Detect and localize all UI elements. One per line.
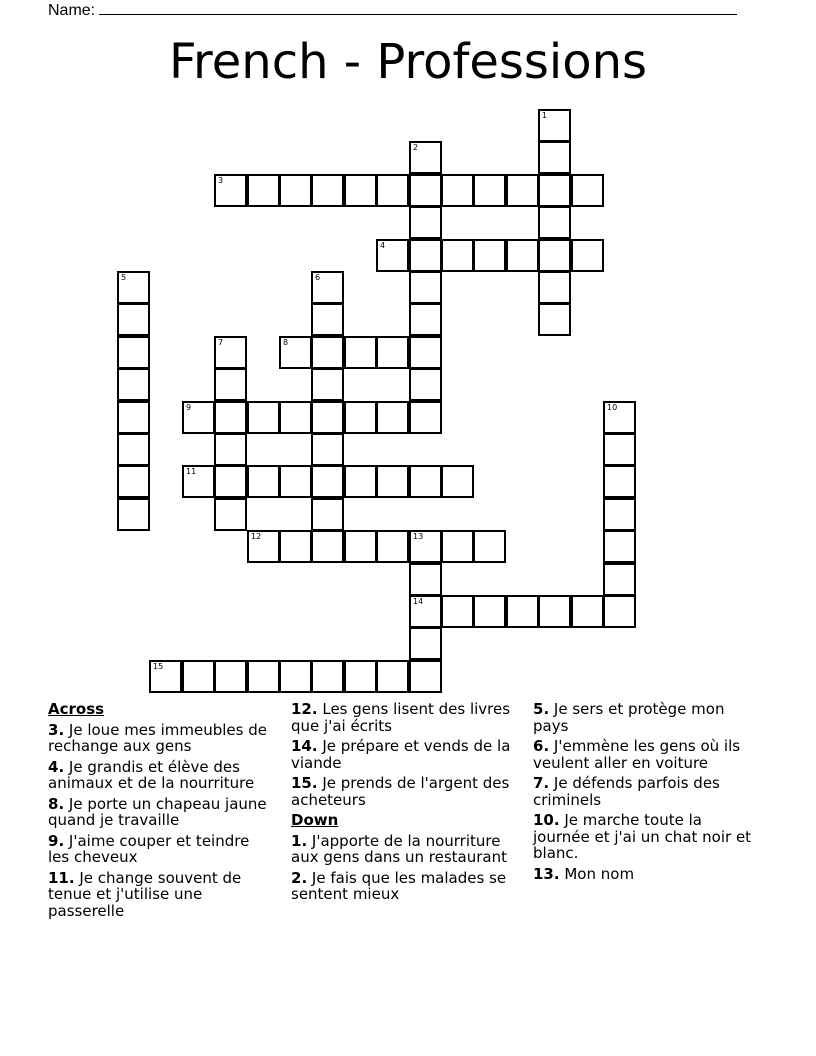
grid-cell[interactable] [344, 401, 377, 434]
grid-cell[interactable] [409, 174, 442, 207]
grid-cell[interactable] [149, 660, 182, 693]
grid-cell[interactable] [538, 206, 571, 239]
grid-cell[interactable] [311, 336, 344, 369]
clue-across-8: 8. Je porte un chapeau jaune quand je travaille [48, 794, 267, 829]
name-label: Name: [48, 2, 96, 19]
cell-number: 14 [413, 597, 424, 606]
grid-cell[interactable] [311, 660, 344, 693]
cell-number: 13 [413, 532, 424, 541]
clue-text: Je grandis et élève des animaux et de la nourriture [48, 757, 255, 792]
grid-cell[interactable] [214, 498, 247, 531]
grid-cell[interactable] [441, 174, 474, 207]
grid-cell[interactable] [311, 174, 344, 207]
name-underline[interactable] [99, 0, 737, 15]
grid-cell[interactable] [538, 174, 571, 207]
clue-text: Je fais que les malades se sentent mieux [291, 868, 507, 903]
down-heading: Down [291, 811, 339, 829]
clue-number: 9 [48, 831, 59, 850]
grid-cell[interactable] [117, 498, 150, 531]
grid-cell[interactable] [214, 368, 247, 401]
grid-cell[interactable] [247, 465, 280, 498]
grid-cell[interactable] [247, 174, 280, 207]
clue-text: Je sers et protège mon pays [533, 700, 725, 735]
grid-cell[interactable] [344, 465, 377, 498]
clue-text: Je marche toute la journée et j'ai un chat noir et blanc. [533, 811, 752, 862]
grid-cell[interactable] [506, 174, 539, 207]
grid-cell[interactable] [376, 401, 409, 434]
grid-cell[interactable] [311, 465, 344, 498]
clue-text: J'emmène les gens où ils veulent aller en voiture [533, 737, 741, 772]
grid-cell[interactable] [376, 465, 409, 498]
grid-cell[interactable] [279, 530, 312, 563]
clue-number: 13 [533, 864, 554, 883]
clue-across-12: 12. Les gens lisent des livres que j'ai écrits [291, 700, 511, 735]
grid-cell[interactable] [571, 239, 604, 272]
grid-cell[interactable] [117, 271, 150, 304]
clue-across-3: 3. Je loue mes immeubles de rechange aux gens [48, 720, 267, 755]
clue-down-13: 13. Mon nom [533, 864, 635, 883]
grid-cell[interactable] [409, 465, 442, 498]
grid-cell[interactable] [214, 660, 247, 693]
grid-cell[interactable] [311, 498, 344, 531]
cell-number: 6 [315, 273, 321, 282]
clue-number: 8 [48, 794, 59, 813]
grid-cell[interactable] [441, 595, 474, 628]
grid-cell[interactable] [409, 271, 442, 304]
grid-cell[interactable] [117, 303, 150, 336]
grid-cell[interactable] [473, 174, 506, 207]
clue-across-14: 14. Je prépare et vends de la viande [291, 737, 511, 772]
grid-cell[interactable] [603, 563, 636, 596]
grid-cell[interactable] [409, 336, 442, 369]
grid-cell[interactable] [603, 401, 636, 434]
grid-cell[interactable] [409, 401, 442, 434]
grid-cell[interactable] [311, 271, 344, 304]
grid-cell[interactable] [117, 433, 150, 466]
grid-cell[interactable] [603, 465, 636, 498]
grid-cell[interactable] [376, 660, 409, 693]
grid-cell[interactable] [247, 660, 280, 693]
grid-cell[interactable] [538, 141, 571, 174]
clue-number: 15 [291, 774, 312, 792]
grid-cell[interactable] [441, 530, 474, 563]
grid-cell[interactable] [571, 595, 604, 628]
grid-cell[interactable] [214, 465, 247, 498]
grid-cell[interactable] [247, 401, 280, 434]
grid-cell[interactable] [214, 433, 247, 466]
clue-number: 2 [291, 868, 302, 887]
cell-number: 11 [186, 467, 197, 476]
grid-cell[interactable] [603, 530, 636, 563]
clue-number: 14 [291, 737, 312, 755]
clues-column-3 [533, 701, 758, 886]
clue-number: 7 [533, 774, 544, 792]
grid-cell[interactable] [344, 336, 377, 369]
clue-text: Je prends de l'argent des acheteurs [291, 774, 510, 809]
cell-number: 4 [380, 241, 386, 250]
clue-across-4: 4. Je grandis et élève des animaux et de la nourriture [48, 757, 255, 792]
clue-down-10: 10. Je marche toute la journée et j'ai un chat noir et blanc. [533, 811, 752, 862]
grid-cell[interactable] [409, 627, 442, 660]
clue-number: 10 [533, 811, 554, 829]
clue-text: J'apporte de la nourriture aux gens dans un restaurant [291, 831, 507, 866]
grid-cell[interactable] [214, 174, 247, 207]
across-heading: Across [48, 700, 105, 718]
clue-number: 4 [48, 757, 59, 776]
grid-cell[interactable] [376, 336, 409, 369]
clue-text: Je prépare et vends de la viande [291, 737, 511, 772]
grid-cell[interactable] [182, 401, 215, 434]
grid-cell[interactable] [409, 239, 442, 272]
cell-number: 10 [607, 403, 618, 412]
cell-number: 9 [186, 403, 192, 412]
grid-cell[interactable] [473, 595, 506, 628]
grid-cell[interactable] [279, 174, 312, 207]
grid-cell[interactable] [117, 465, 150, 498]
name-field[interactable] [48, 0, 737, 20]
clues-column-1 [48, 701, 273, 923]
clue-text: J'aime couper et teindre les cheveux [48, 831, 250, 866]
grid-cell[interactable] [279, 336, 312, 369]
grid-cell[interactable] [409, 368, 442, 401]
grid-cell[interactable] [441, 465, 474, 498]
grid-cell[interactable] [376, 174, 409, 207]
clue-number: 11 [48, 868, 69, 887]
clue-number: 1 [291, 831, 302, 850]
grid-cell[interactable] [409, 303, 442, 336]
cell-number: 2 [413, 143, 419, 152]
grid-cell[interactable] [506, 595, 539, 628]
clue-across-11: 11. Je change souvent de tenue et j'utilise une passerelle [48, 868, 242, 920]
grid-cell[interactable] [376, 239, 409, 272]
grid-cell[interactable] [344, 660, 377, 693]
grid-cell[interactable] [409, 530, 442, 563]
clue-text: Je loue mes immeubles de rechange aux gens [48, 720, 267, 755]
grid-cell[interactable] [409, 660, 442, 693]
cell-number: 7 [218, 338, 224, 347]
grid-cell[interactable] [117, 401, 150, 434]
grid-cell[interactable] [441, 239, 474, 272]
clue-text: Les gens lisent des livres que j'ai écrits [291, 700, 511, 735]
page-title: French - Professions [168, 34, 648, 90]
clue-number: 6 [533, 737, 544, 755]
cell-number: 12 [251, 532, 262, 541]
grid-cell[interactable] [603, 595, 636, 628]
grid-cell[interactable] [409, 595, 442, 628]
clue-text: Je défends parfois des criminels [533, 774, 720, 809]
grid-cell[interactable] [117, 336, 150, 369]
cell-number: 5 [121, 273, 127, 282]
grid-cell[interactable] [571, 174, 604, 207]
grid-cell[interactable] [538, 271, 571, 304]
grid-cell[interactable] [409, 206, 442, 239]
grid-cell[interactable] [538, 239, 571, 272]
clue-across-15: 15. Je prends de l'argent des acheteurs [291, 774, 510, 809]
grid-cell[interactable] [247, 530, 280, 563]
grid-cell[interactable] [311, 401, 344, 434]
clue-text: Je change souvent de tenue et j'utilise une passerelle [48, 868, 242, 920]
grid-cell[interactable] [311, 303, 344, 336]
grid-cell[interactable] [344, 530, 377, 563]
grid-cell[interactable] [117, 368, 150, 401]
grid-cell[interactable] [311, 368, 344, 401]
cell-number: 15 [153, 662, 164, 671]
clues-column-2 [291, 701, 516, 907]
clue-number: 5 [533, 700, 544, 718]
clue-down-7: 7. Je défends parfois des criminels [533, 774, 720, 809]
grid-cell[interactable] [214, 401, 247, 434]
grid-cell[interactable] [603, 498, 636, 531]
grid-cell[interactable] [279, 401, 312, 434]
grid-cell[interactable] [311, 530, 344, 563]
clue-text: Je porte un chapeau jaune quand je travaille [48, 794, 267, 829]
clue-down-6: 6. J'emmène les gens où ils veulent aller en voiture [533, 737, 741, 772]
grid-cell[interactable] [506, 239, 539, 272]
grid-cell[interactable] [214, 336, 247, 369]
clue-number: 12 [291, 700, 312, 718]
clue-across-9: 9. J'aime couper et teindre les cheveux [48, 831, 250, 866]
grid-cell[interactable] [311, 433, 344, 466]
grid-cell[interactable] [409, 563, 442, 596]
clue-number: 3 [48, 720, 59, 739]
grid-cell[interactable] [182, 465, 215, 498]
grid-cell[interactable] [182, 660, 215, 693]
grid-cell[interactable] [409, 141, 442, 174]
grid-cell[interactable] [473, 239, 506, 272]
grid-cell[interactable] [538, 595, 571, 628]
cell-number: 1 [542, 111, 548, 120]
cell-number: 3 [218, 176, 224, 185]
grid-cell[interactable] [473, 530, 506, 563]
grid-cell[interactable] [538, 109, 571, 142]
clue-text: Mon nom [564, 864, 635, 883]
grid-cell[interactable] [538, 303, 571, 336]
grid-cell[interactable] [603, 433, 636, 466]
grid-cell[interactable] [376, 530, 409, 563]
clue-down-1: 1. J'apporte de la nourriture aux gens dans un restaurant [291, 831, 507, 866]
grid-cell[interactable] [344, 174, 377, 207]
clue-down-2: 2. Je fais que les malades se sentent mieux [291, 868, 507, 903]
grid-cell[interactable] [279, 465, 312, 498]
clue-down-5: 5. Je sers et protège mon pays [533, 700, 725, 735]
grid-cell[interactable] [279, 660, 312, 693]
cell-number: 8 [283, 338, 289, 347]
